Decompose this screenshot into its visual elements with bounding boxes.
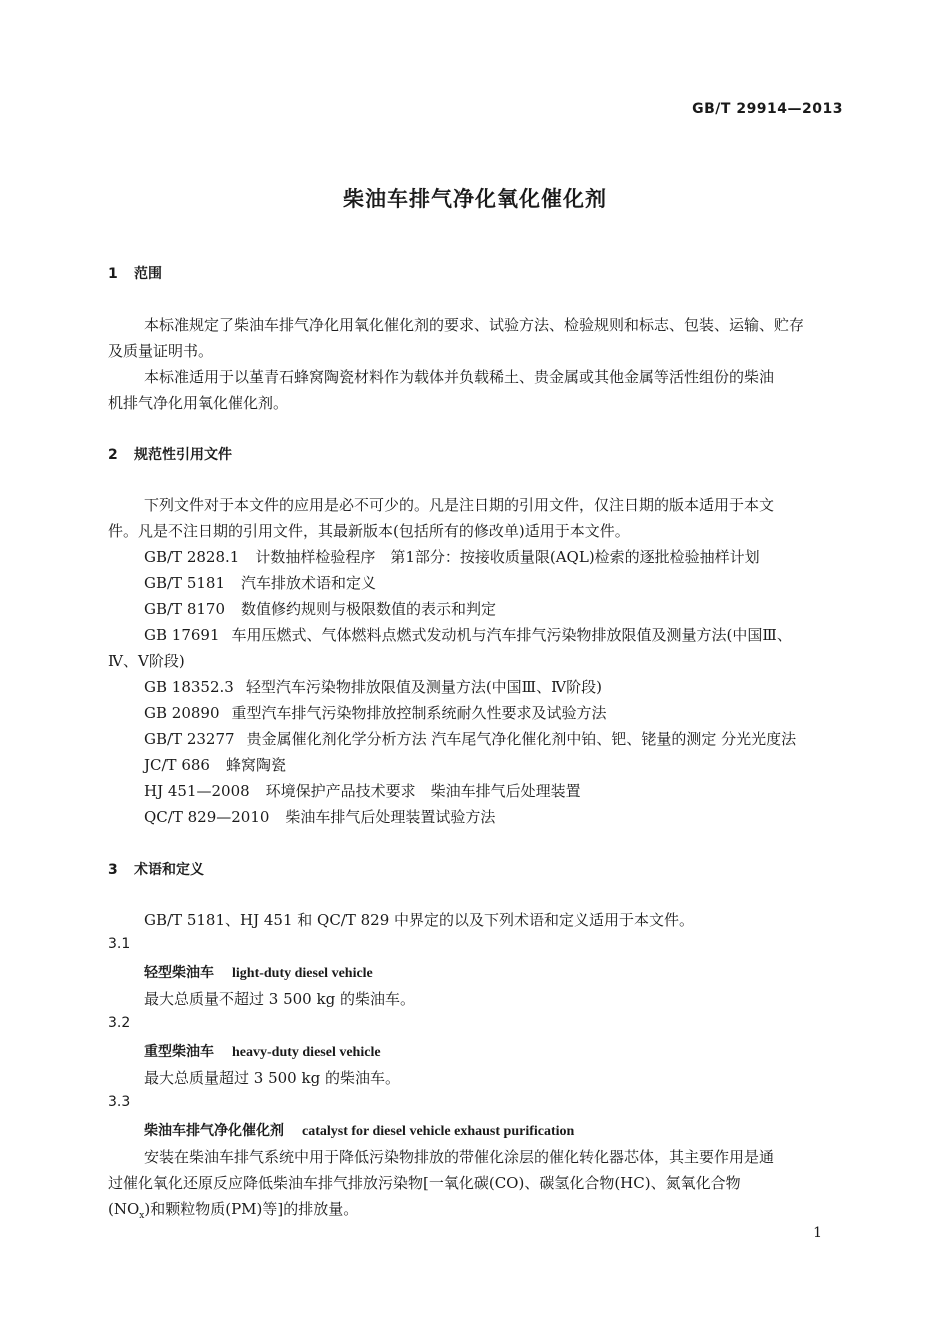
document-title: 柴油车排气净化氧化催化剂 xyxy=(343,187,607,211)
paragraph-line: GB/T 5181、HJ 451 和 QC/T 829 中界定的以及下列术语和定义适用于本文件。 xyxy=(144,911,695,929)
reference-item xyxy=(144,780,581,801)
section-title: 范围 xyxy=(134,266,162,282)
reference-code: QC/T 829—2010 xyxy=(144,808,270,826)
term-zh: 柴油车排气净化催化剂 xyxy=(144,1123,284,1139)
reference-item xyxy=(144,572,376,593)
term-definition-line xyxy=(108,1198,358,1221)
term-zh: 重型柴油车 xyxy=(144,1044,214,1060)
reference-title: 汽车排放术语和定义 xyxy=(241,574,377,592)
def-text: (NO xyxy=(108,1200,140,1218)
term-number: 3.3 xyxy=(108,1094,131,1110)
paragraph-line: 本标准适用于以堇青石蜂窝陶瓷材料作为载体并负载稀土、贵金属或其他金属等活性组份的柴油 xyxy=(144,368,775,386)
section-number: 2 xyxy=(108,447,118,463)
reference-title: 贵金属催化剂化学分析方法 汽车尾气净化催化剂中铂、钯、铑量的测定 分光光度法 xyxy=(246,730,797,748)
section-3-heading xyxy=(108,859,204,879)
reference-item xyxy=(144,806,495,827)
def-text: )和颗粒物质(PM)等]的排放量。 xyxy=(144,1200,359,1218)
term-en: heavy-duty diesel vehicle xyxy=(232,1045,381,1060)
term-heading xyxy=(144,1041,381,1061)
reference-item xyxy=(144,546,760,567)
term-number: 3.2 xyxy=(108,1015,131,1031)
term-heading xyxy=(144,1120,574,1140)
paragraph-line: 下列文件对于本文件的应用是必不可少的。凡是注日期的引用文件，仅注日期的版本适用于本文 xyxy=(144,496,775,514)
reference-title: 环境保护产品技术要求 柴油车排气后处理装置 xyxy=(265,782,581,800)
reference-title: 轻型汽车污染物排放限值及测量方法(中国Ⅲ、Ⅳ阶段) xyxy=(245,678,602,696)
reference-code: GB 20890 xyxy=(144,704,220,722)
paragraph-line: 机排气净化用氧化催化剂。 xyxy=(108,394,289,412)
section-title: 术语和定义 xyxy=(134,862,204,878)
reference-title: 蜂窝陶瓷 xyxy=(225,756,286,774)
reference-title: 数值修约规则与极限数值的表示和判定 xyxy=(241,600,497,618)
reference-code: GB/T 8170 xyxy=(144,600,226,618)
reference-item xyxy=(144,728,796,749)
term-en: catalyst for diesel vehicle exhaust purification xyxy=(302,1124,575,1139)
term-definition: 最大总质量超过 3 500 kg 的柴油车。 xyxy=(144,1069,400,1087)
subscript-x: x xyxy=(139,1211,145,1221)
reference-code: GB 18352.3 xyxy=(144,678,234,696)
paragraph-line: 本标准规定了柴油车排气净化用氧化催化剂的要求、试验方法、检验规则和标志、包装、运输、贮存 xyxy=(144,316,805,334)
standard-code: GB/T 29914—2013 xyxy=(692,101,843,117)
term-definition: 最大总质量不超过 3 500 kg 的柴油车。 xyxy=(144,990,415,1008)
paragraph-line: 及质量证明书。 xyxy=(108,342,214,360)
reference-item xyxy=(144,598,496,619)
reference-item xyxy=(144,702,607,723)
reference-code: HJ 451—2008 xyxy=(144,782,250,800)
page-number: 1 xyxy=(813,1225,822,1241)
paragraph-line: 件。凡是不注日期的引用文件，其最新版本(包括所有的修改单)适用于本文件。 xyxy=(108,522,630,540)
term-definition-line: 安装在柴油车排气系统中用于降低污染物排放的带催化涂层的催化转化器芯体，其主要作用是通 xyxy=(144,1148,775,1166)
term-definition-line: 过催化氧化还原反应降低柴油车排气排放污染物[一氧化碳(CO)、碳氢化合物(HC)、氮氧化合物 xyxy=(108,1174,741,1192)
reference-title: 柴油车排气后处理装置试验方法 xyxy=(285,808,496,826)
reference-code: GB/T 5181 xyxy=(144,574,226,592)
term-number: 3.1 xyxy=(108,936,131,952)
section-number: 3 xyxy=(108,862,118,878)
reference-code: JC/T 686 xyxy=(144,756,210,774)
term-en: light-duty diesel vehicle xyxy=(232,966,373,981)
reference-continuation: Ⅳ、Ⅴ阶段) xyxy=(108,652,185,670)
reference-title: 计数抽样检验程序 第1部分：按接收质量限(AQL)检索的逐批检验抽样计划 xyxy=(255,548,760,566)
reference-item xyxy=(144,754,286,775)
reference-code: GB/T 23277 xyxy=(144,730,235,748)
section-title: 规范性引用文件 xyxy=(134,447,232,463)
reference-item xyxy=(144,676,602,697)
section-2-heading xyxy=(108,444,232,464)
section-number: 1 xyxy=(108,266,118,282)
reference-code: GB 17691 xyxy=(144,626,220,644)
reference-title: 车用压燃式、气体燃料点燃式发动机与汽车排气污染物排放限值及测量方法(中国Ⅲ、 xyxy=(231,626,792,644)
reference-title: 重型汽车排气污染物排放控制系统耐久性要求及试验方法 xyxy=(231,704,607,722)
term-heading xyxy=(144,962,373,982)
term-zh: 轻型柴油车 xyxy=(144,965,214,981)
section-1-heading xyxy=(108,263,162,283)
reference-item xyxy=(144,624,792,645)
reference-code: GB/T 2828.1 xyxy=(144,548,240,566)
